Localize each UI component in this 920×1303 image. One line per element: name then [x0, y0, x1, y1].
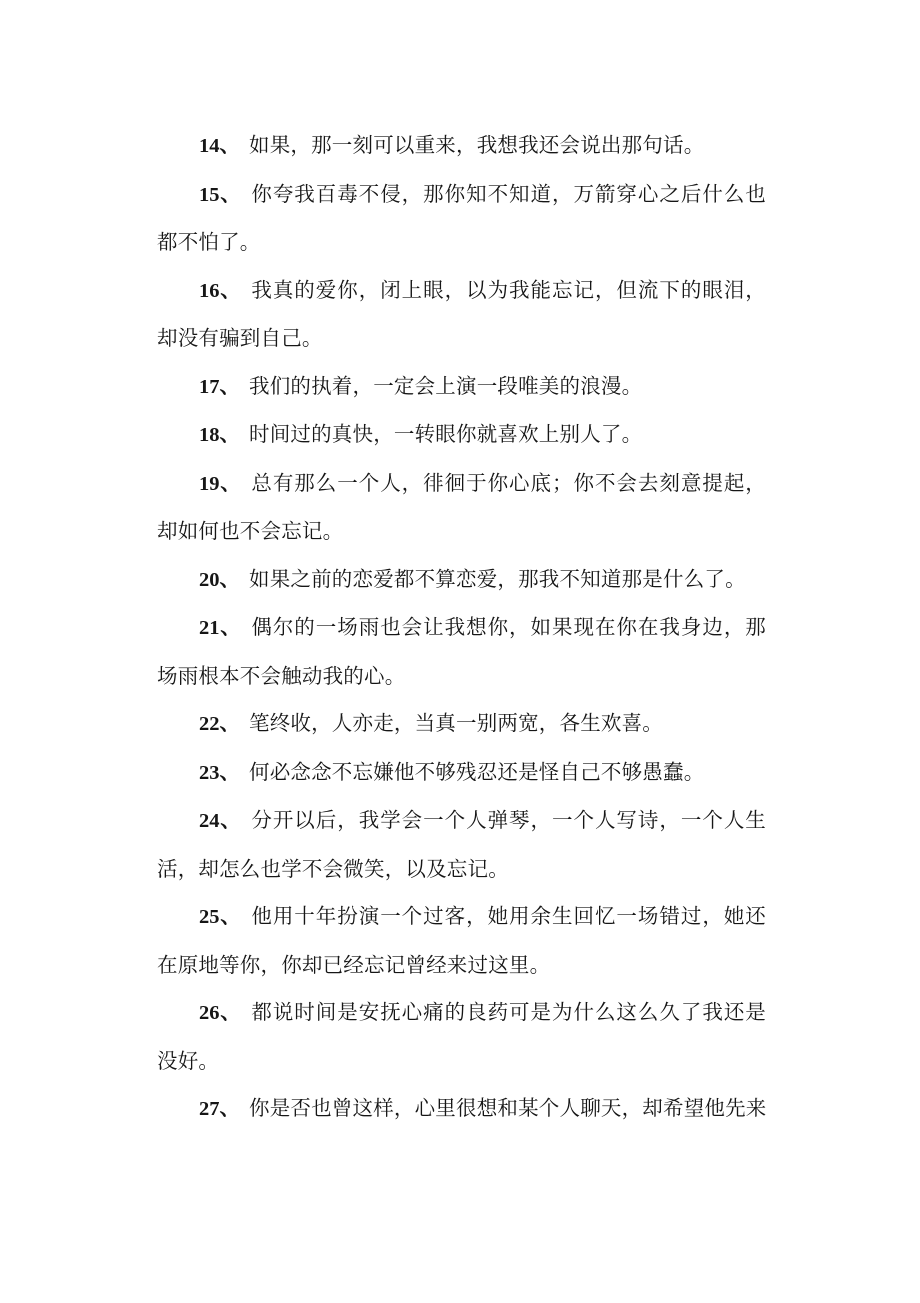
item-text: 我真的爱你，闭上眼，以为我能忘记，但流下的眼泪，却没有骗到自己。 [157, 277, 766, 350]
item-text: 你是否也曾这样，心里很想和某个人聊天，却希望他先来 [249, 1096, 766, 1120]
item-number: 20、 [199, 568, 240, 591]
item-number: 23、 [199, 761, 240, 784]
item-number: 24、 [199, 810, 242, 832]
item-number: 26、 [199, 1002, 242, 1024]
item-text: 你夸我百毒不侵，那你知不知道，万箭穿心之后什么也都不怕了。 [157, 181, 766, 254]
list-item [157, 700, 766, 749]
list-item [157, 893, 766, 989]
item-number: 19、 [199, 472, 242, 495]
item-text: 时间过的真快，一转眼你就喜欢上别人了。 [249, 422, 643, 446]
item-text: 都说时间是安抚心痛的良药可是为什么这么久了我还是没好。 [157, 1000, 766, 1073]
item-text: 如果之前的恋爱都不算恋爱，那我不知道那是什么了。 [249, 566, 746, 591]
list-item [157, 122, 766, 171]
list-item [157, 1085, 766, 1134]
list-item [157, 556, 766, 605]
item-number: 25、 [199, 906, 242, 928]
item-text: 分开以后，我学会一个人弹琴，一个人写诗，一个人生活，却怎么也学不会微笑，以及忘记。 [157, 808, 766, 881]
item-text: 他用十年扮演一个过客，她用余生回忆一场错过，她还在原地等你，你却已经忘记曾经来过这里。 [157, 904, 766, 977]
item-number: 27、 [199, 1098, 240, 1120]
item-text: 何必念念不忘嫌他不够残忍还是怪自己不够愚蠢。 [249, 759, 705, 784]
list-item [157, 604, 766, 700]
list-item [157, 171, 766, 267]
item-number: 16、 [199, 279, 242, 302]
list-item [157, 267, 766, 363]
item-text: 我们的执着，一定会上演一段唯美的浪漫。 [249, 373, 643, 398]
list-item [157, 749, 766, 798]
item-text: 笔终收，人亦走，当真一别两宽，各生欢喜。 [249, 711, 663, 735]
text-column [157, 122, 766, 1134]
item-text: 如果，那一刻可以重来，我想我还会说出那句话。 [249, 133, 705, 157]
item-number: 14、 [199, 135, 240, 157]
item-text: 偶尔的一场雨也会让我想你，如果现在你在我身边，那场雨根本不会触动我的心。 [157, 615, 766, 688]
item-text: 总有那么一个人，徘徊于你心底；你不会去刻意提起，却如何也不会忘记。 [157, 470, 766, 543]
list-item [157, 411, 766, 460]
item-number: 22、 [199, 713, 240, 735]
list-item [157, 460, 766, 556]
list-item [157, 797, 766, 893]
list-item [157, 989, 766, 1085]
item-number: 21、 [199, 617, 242, 639]
item-number: 15、 [199, 183, 242, 206]
list-item [157, 363, 766, 412]
item-number: 17、 [199, 375, 240, 398]
item-number: 18、 [199, 424, 240, 446]
